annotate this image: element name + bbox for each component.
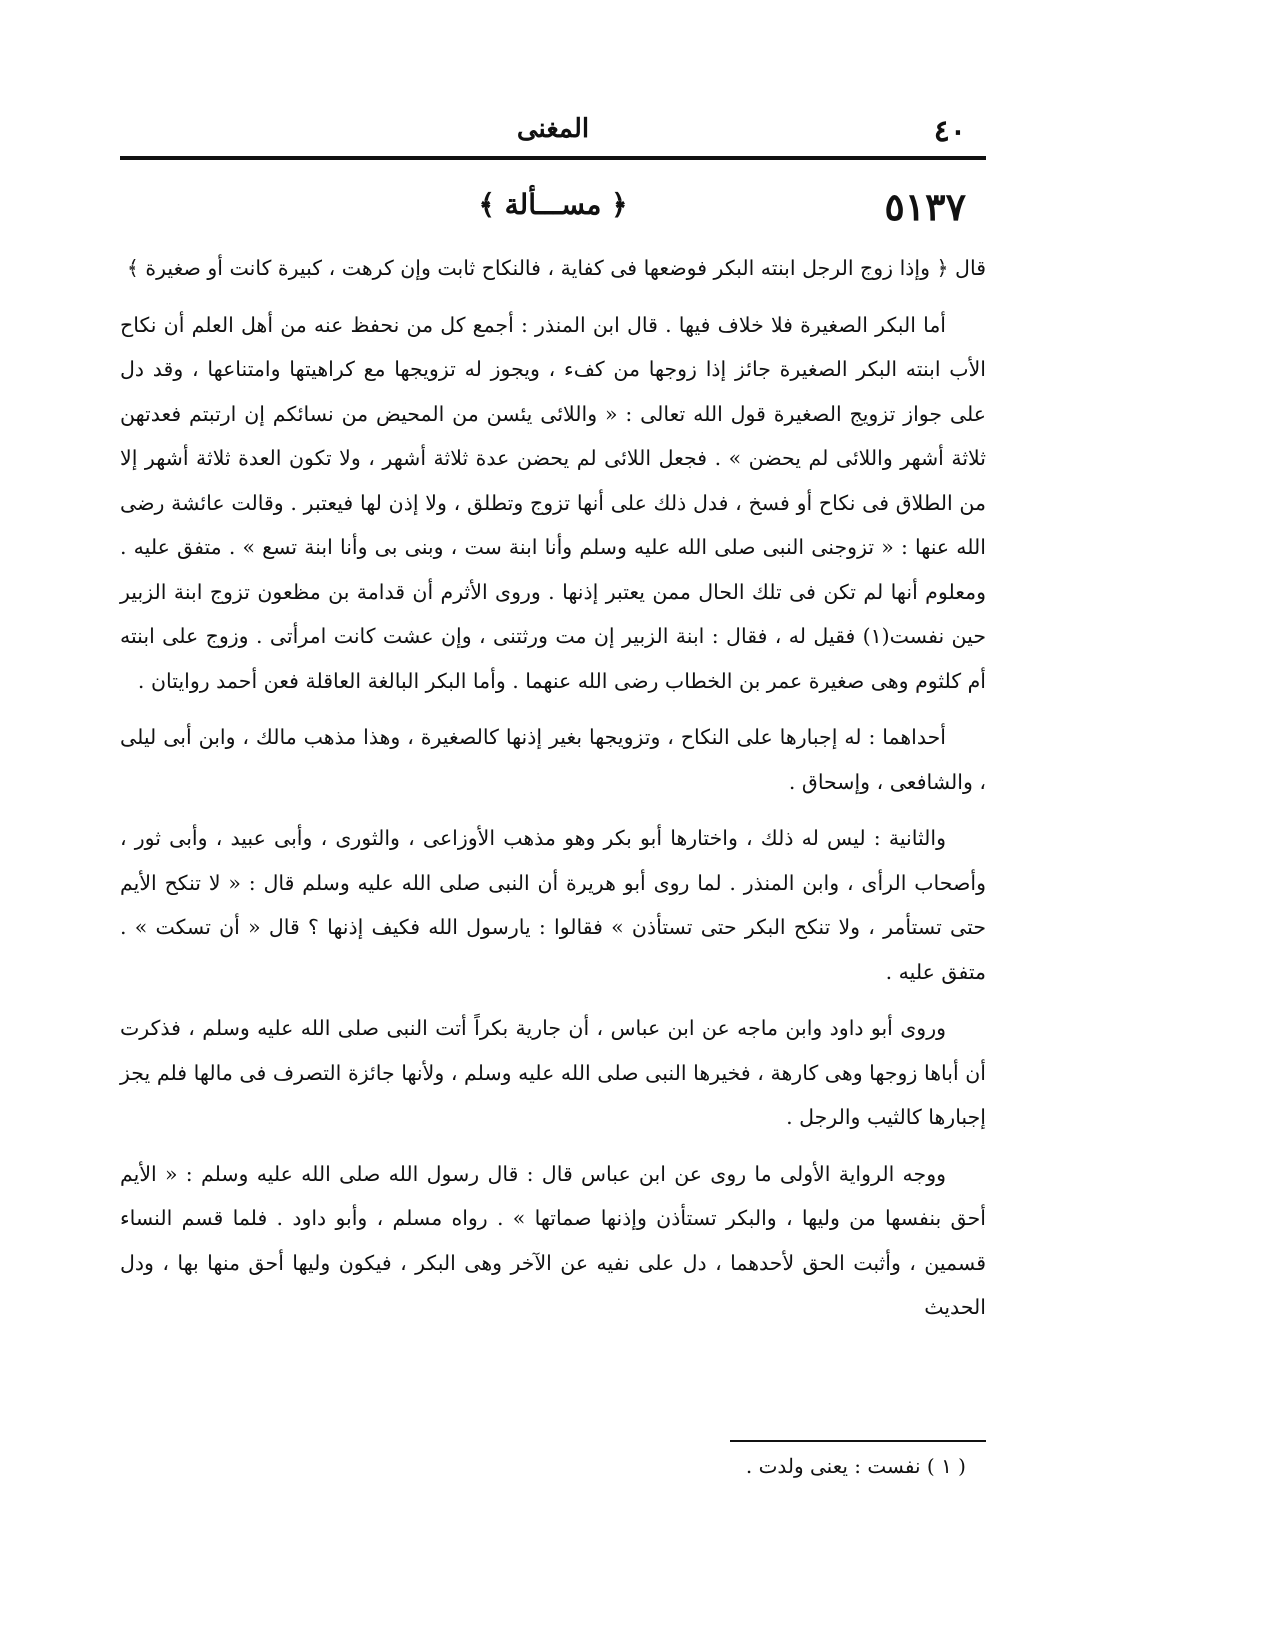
footnote-rule (730, 1440, 986, 1442)
header-rule (120, 156, 986, 160)
footnote: ( ١ ) نفست : يعنى ولدت . (745, 1454, 966, 1478)
running-title: المغنى (516, 114, 590, 144)
body-text (120, 246, 986, 1342)
paragraph: أما البكر الصغيرة فلا خلاف فيها . قال ابن المنذر : أجمع كل من نحفظ عنه من أهل العلم أن نكاح الأب ابنته البكر الصغيرة جائز إذا زوجها من كفء ، ويجوز له تزويجها مع كراهيتها وامتناعها ، وقد دل على جواز تزويج الصغيرة قول الله تعالى : « واللائى يئسن من المحيض من نسائكم إن ارتبتم فعدتهن ثلاثة أشهر واللائى لم يحضن » . فجعل اللائى لم يحضن عدة ثلاثة أشهر ، ولا تكون العدة ثلاثة أشهر إلا من الطلاق فى نكاح أو فسخ ، فدل ذلك على أنها تزوج وتطلق ، ولا إذن لها فيعتبر . وقالت عائشة رضى الله عنها : « تزوجنى النبى صلى الله عليه وسلم وأنا ابنة ست ، وبنى بى وأنا ابنة تسع » . متفق عليه . ومعلوم أنها لم تكن فى تلك الحال ممن يعتبر إذنها . وروى الأثرم أن قدامة بن مظعون تزوج ابنة الزبير حين نفست(١) فقيل له ، فقال : ابنة الزبير إن مت ورثتنى ، وإن عشت كانت امرأتى . وزوج على ابنته أم كلثوم وهى صغيرة عمر بن الخطاب رضى الله عنهما . وأما البكر البالغة العاقلة فعن أحمد روايتان . (120, 312, 986, 693)
paragraph: ووجه الرواية الأولى ما روى عن ابن عباس قال : قال رسول الله صلى الله عليه وسلم : « الأيم أحق بنفسها من وليها ، والبكر تستأذن وإذنها صماتها » . رواه مسلم ، وأبو داود . فلما قسم النساء قسمين ، وأثبت الحق لأحدهما ، دل على نفيه عن الآخر وهى البكر ، فيكون وليها أحق منها بها ، ودل الحديث (120, 1161, 986, 1319)
paragraph: والثانية : ليس له ذلك ، واختارها أبو بكر وهو مذهب الأوزاعى ، والثورى ، وأبى عبيد ، وأبى ثور ، وأصحاب الرأى ، وابن المنذر . لما روى أبو هريرة أن النبى صلى الله عليه وسلم قال : « لا تنكح الأيم حتى تستأمر ، ولا تنكح البكر حتى تستأذن » فقالوا : يارسول الله فكيف إذنها ؟ قال « أن تسكت » . متفق عليه . (120, 826, 986, 984)
paragraph: وروى أبو داود وابن ماجه عن ابن عباس ، أن جارية بكراً أتت النبى صلى الله عليه وسلم ، فذكرت أن أباها زوجها وهى كارهة ، فخيرها النبى صلى الله عليه وسلم ، ولأنها جائزة التصرف فى مالها فلم يجز إجبارها كالثيب والرجل . (120, 1016, 986, 1129)
paragraph: أحداهما : له إجبارها على النكاح ، وتزويجها بغير إذنها كالصغيرة ، وهذا مذهب مالك ، وابن أبى ليلى ، والشافعى ، وإسحاق . (120, 725, 986, 794)
page-header (120, 108, 986, 148)
masala-heading (120, 180, 986, 240)
masala-title: ﴿ مســـألة ﴾ (478, 188, 628, 221)
masala-number: ٥١٣٧ (884, 184, 966, 229)
paragraph: قال ﴿ وإذا زوج الرجل ابنته البكر فوضعها فى كفاية ، فالنكاح ثابت وإن كرهت ، كبيرة كانت أو صغيرة ﴾ (126, 256, 986, 280)
page-number: ٤٠ (933, 114, 966, 149)
